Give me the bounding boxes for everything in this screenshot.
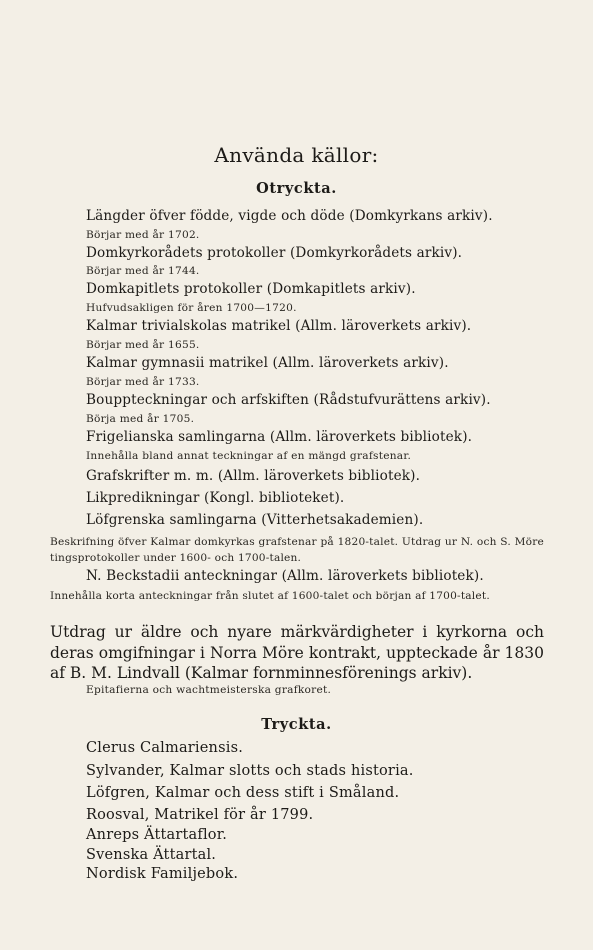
source-note: Börjar med år 1655. (86, 339, 200, 351)
printed-item: Nordisk Familjebok. (86, 866, 239, 882)
printed-heading: Tryckta. (261, 716, 332, 733)
source-note: Börjar med år 1744. (86, 265, 200, 277)
page-title: Använda källor: (214, 143, 379, 167)
source-note: Innehålla bland annat teckningar af en mängd grafstenar. (86, 450, 412, 462)
printed-item: Roosval, Matrikel för år 1799. (86, 807, 314, 823)
source-entry: Grafskrifter m. m. (Allm. läroverkets bibliotek). (86, 468, 421, 484)
source-entry: Kalmar trivialskolas matrikel (Allm. läroverkets arkiv). (86, 318, 472, 334)
utdrag-note: Epitafierna och wachtmeisterska grafkoret. (86, 684, 332, 696)
source-entry: Domkapitlets protokoller (Domkapitlets arkiv). (86, 281, 416, 297)
source-entry: Bouppteckningar och arfskiften (Rådstufvurättens arkiv). (86, 392, 491, 408)
printed-item: Clerus Calmariensis. (86, 740, 244, 756)
source-entry: Frigelianska samlingarna (Allm. läroverkets bibliotek). (86, 429, 473, 445)
utdrag-paragraph: Utdrag ur äldre och nyare märkvärdigheter i kyrkorna och deras omgifningar i Norra Möre kontrakt, uppteckade år 1830 af B. M. Lindvall (Kalmar fornminnesförenings arkiv). (50, 623, 544, 682)
source-entry: Löfgrenska samlingarna (Vitterhetsakademien). (86, 512, 424, 528)
source-entry: Domkyrkorådets protokoller (Domkyrkorådets arkiv). (86, 245, 463, 261)
source-entry: N. Beckstadii anteckningar (Allm. läroverkets bibliotek). (86, 568, 484, 584)
source-note: Hufvudsakligen för åren 1700—1720. (86, 302, 297, 314)
source-entry: Kalmar gymnasii matrikel (Allm. läroverkets arkiv). (86, 355, 449, 371)
source-entry: Längder öfver födde, vigde och döde (Domkyrkans arkiv). (86, 208, 493, 224)
source-note: Börja med år 1705. (86, 413, 195, 425)
source-entry: Likpredikningar (Kongl. biblioteket). (86, 490, 345, 506)
lofgren-note: Beskrifning öfver Kalmar domkyrkas grafstenar på 1820-talet. Utdrag ur N. och S. Möre tingsprotokoller under 1600- och 1700-talen. (50, 536, 544, 564)
source-note: Börjar med år 1733. (86, 376, 200, 388)
source-note: Börjar med år 1702. (86, 229, 200, 241)
unprinted-heading: Otryckta. (256, 180, 337, 197)
printed-item: Löfgren, Kalmar och dess stift i Småland. (86, 785, 400, 801)
beckstad-note: Innehålla korta anteckningar från slutet af 1600-talet och början af 1700-talet. (50, 590, 490, 602)
printed-item: Anreps Ättartaflor. (86, 827, 228, 843)
printed-item: Svenska Ättartal. (86, 847, 217, 863)
printed-item: Sylvander, Kalmar slotts och stads historia. (86, 763, 414, 779)
